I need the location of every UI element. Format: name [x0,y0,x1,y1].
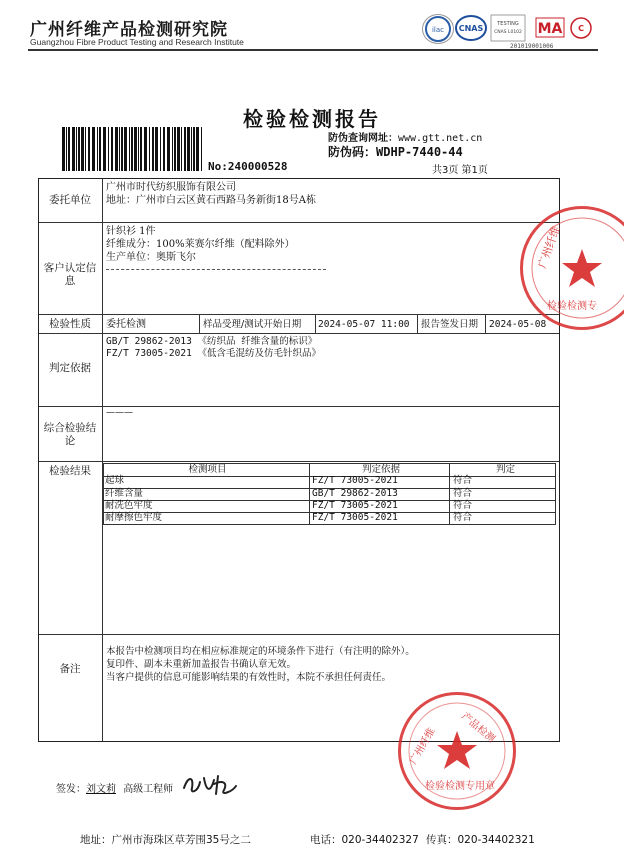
customer-info-line2: 纤维成分：100%莱赛尔纤维（配料除外） [106,239,295,250]
inspection-seal-top [520,206,624,330]
svg-text:检验检测专: 检验检测专 [547,301,597,312]
result-item: 耐洗色牢度 [105,499,153,511]
footer-address-label: 地址： [80,834,112,846]
footer-fax-label: 传真： [426,834,458,846]
barcode-bar [97,127,98,171]
results-divider [309,463,310,525]
cell-divider [315,314,316,333]
barcode-bar [144,127,147,171]
anti-fake-code [328,143,463,160]
result-judge: 符合 [453,499,473,511]
row-divider [39,222,559,223]
barcode-bar [177,127,180,171]
barcode-bar [138,127,139,171]
barcode-bar [140,127,142,171]
client-address: 地址：广州市白云区黄石西路马务新街18号A栋 [106,195,316,206]
remarks-label: 备注 [59,663,81,675]
barcode-bar [119,127,120,171]
result-basis: FZ/T 73005-2021 [312,475,398,487]
barcode-bar [68,127,70,171]
cell-divider [485,314,486,333]
test-nature-value: 委托检测 [106,319,146,330]
footer-fax [426,832,535,847]
verify-site-url[interactable]: www.gtt.net.cn [398,133,483,144]
verify-site [328,129,482,144]
barcode-bar [160,127,161,171]
results-header-basis: 判定依据 [361,464,400,475]
ilac-mra-logo [422,14,454,44]
barcode-bar [174,127,176,171]
barcode-bar [163,127,165,171]
cal-logo [566,14,596,42]
label-column-divider [102,179,103,741]
result-judge: 符合 [453,512,473,524]
signer-name: 刘文莉 [86,784,116,795]
svg-text:产品检测: 产品检测 [459,710,497,746]
row-divider [39,314,559,315]
barcode-bar [111,127,113,171]
header-divider [28,49,598,51]
footer [80,832,535,847]
footer-phone [310,832,419,847]
test-nature-label: 检验性质 [49,318,91,330]
result-basis: GB/T 29862-2013 [312,487,398,499]
report-number-value: 240000528 [227,160,288,173]
svg-text:ilac: ilac [431,26,445,34]
results-divider [103,463,104,525]
barcode-bar [149,127,150,171]
barcode-bar [92,127,95,171]
basis-line1: GB/T 29862-2013 《纺织品 纤维含量的标识》 [106,336,318,347]
anti-fake-label: 防伪码： [328,145,377,159]
result-item: 纤维含量 [105,487,144,499]
page-count: 共3页 第1页 [432,165,488,176]
result-basis: FZ/T 73005-2021 [312,512,398,524]
ma-logo [534,14,566,42]
issue-date-label: 报告签发日期 [421,319,479,330]
result-basis: FZ/T 73005-2021 [312,499,398,511]
customer-info-underline [106,269,326,270]
barcode-bar [62,127,65,171]
receive-date-label: 样品受理/测试开始日期 [203,319,302,330]
customer-info-line1: 针织衫 1件 [106,226,156,237]
svg-text:MA: MA [537,21,563,37]
barcode-bar [81,127,84,171]
basis-label: 判定依据 [49,362,91,374]
result-item: 耐摩擦色牢度 [105,512,163,524]
barcode [61,127,206,171]
svg-text:CNAS: CNAS [458,24,484,33]
signature-block [56,780,173,795]
row-divider [39,634,559,635]
footer-address: 广州市海珠区草芳围35号之二 [111,834,251,846]
svg-text:TESTING: TESTING [497,21,519,27]
basis-line2: FZ/T 73005-2021 《低含毛混纺及仿毛针织品》 [106,348,322,359]
svg-text:广州纤维: 广州纤维 [535,224,563,271]
client-label: 委托单位 [49,194,91,206]
client-name: 广州市时代纺织服饰有限公司 [106,182,236,193]
remarks-line1: 本报告中检测项目均在相应标准规定的环境条件下进行（有注明的除外）。 [106,646,415,657]
result-item: 起球 [105,475,125,487]
remarks-line3: 当客户提供的信息可能影响结果的有效性时，本院不承担任何责任。 [106,672,392,683]
barcode-bar [85,127,86,171]
anti-fake-value: WDHP-7440-44 [376,145,463,159]
org-name-en: Guangzhou Fibre Product Testing and Research Institute [30,37,244,47]
results-divider [449,463,450,525]
report-number [208,160,287,173]
barcode-bar [184,127,186,171]
barcode-bar [134,127,137,171]
verify-site-label: 防伪查询网址： [328,133,398,144]
barcode-bar [121,127,123,171]
barcode-bar [124,127,127,171]
report-title: 检验检测报告 [243,107,381,131]
cell-divider [199,314,200,333]
barcode-bar [78,127,80,171]
barcode-bar [191,127,192,171]
svg-text:广州纤维: 广州纤维 [408,726,438,767]
barcode-bar [196,127,199,171]
results-divider [555,463,556,525]
issue-date: 2024-05-08 [489,319,547,330]
results-label: 检验结果 [49,465,91,477]
org-name: 广州纤维产品检测研究院 [30,20,228,40]
barcode-bar [167,127,170,171]
footer-phone-label: 电话： [310,834,342,846]
barcode-bar [103,127,106,171]
ma-number: 201019001006 [510,43,554,50]
footer-phone-value: 020-34402327 [341,834,419,846]
cnas-logo [455,14,487,42]
handwritten-signature [180,768,240,802]
testing-badge [490,14,526,42]
report-number-label: No: [208,160,228,173]
barcode-bar [108,127,109,171]
barcode-bar [181,127,182,171]
report-table [38,178,560,742]
barcode-bar [201,127,202,171]
barcode-bar [129,127,130,171]
barcode-bar [115,127,118,171]
results-header-judge: 判定 [495,464,515,475]
row-divider [39,461,559,462]
results-table [103,463,556,537]
barcode-bar [187,127,190,171]
remarks-line2: 复印件、副本未重新加盖报告书确认章无效。 [106,659,297,670]
svg-text:检验检测专用章: 检验检测专用章 [425,781,495,792]
conclusion-value: ——— [106,408,133,418]
customer-info-label: 客户认定信息 [43,262,97,287]
barcode-bar [152,127,154,171]
conclusion-label: 综合检验结论 [43,422,97,447]
barcode-bar [88,127,90,171]
barcode-bar [131,127,133,171]
barcode-bar [72,127,75,171]
row-divider [39,333,559,334]
cell-divider [417,314,418,333]
barcode-bar [172,127,173,171]
barcode-bar [76,127,77,171]
barcode-bar [193,127,195,171]
inspection-seal-bottom [398,692,516,810]
footer-fax-value: 020-34402321 [457,834,535,846]
result-judge: 符合 [453,487,473,499]
signer-title: 高级工程师 [123,784,174,795]
svg-text:C: C [578,24,584,33]
signature-label: 签发： [56,784,86,795]
customer-info-line3: 生产单位：奥斯飞尔 [106,252,196,263]
barcode-bar [66,127,67,171]
barcode-bar [155,127,158,171]
svg-text:CNAS L0102: CNAS L0102 [494,30,522,35]
result-judge: 符合 [453,475,473,487]
receive-date: 2024-05-07 11:00 [318,319,410,330]
barcode-bar [99,127,101,171]
results-header-item: 检测项目 [188,464,227,475]
